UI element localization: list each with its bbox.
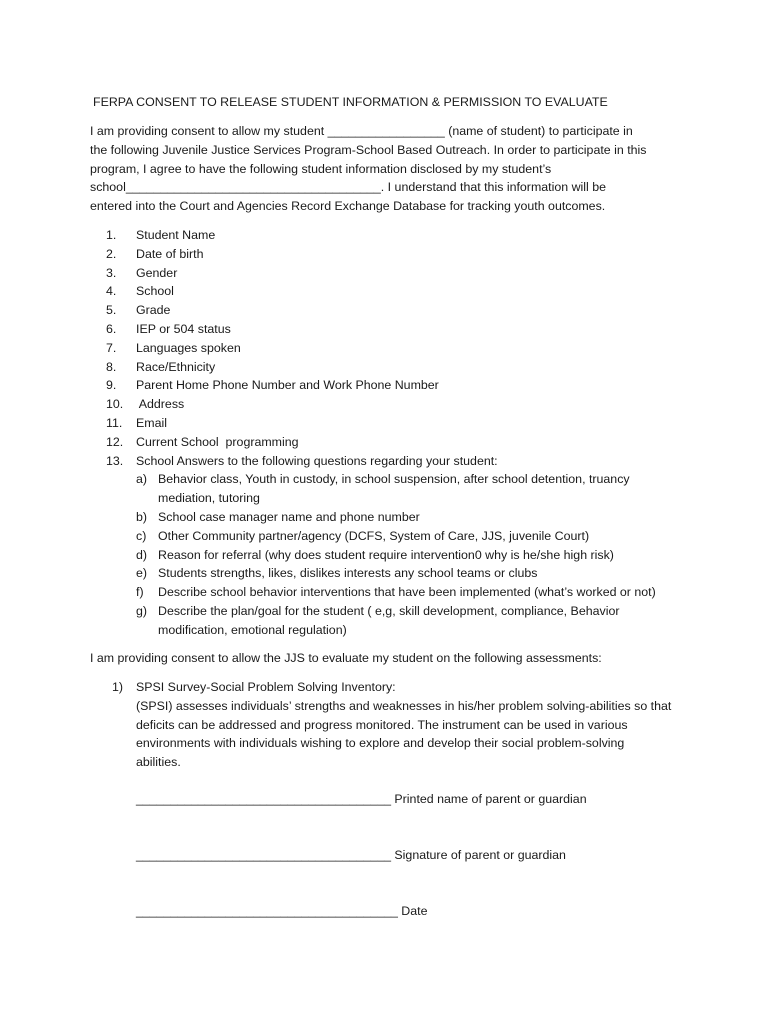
list-item-text: Parent Home Phone Number and Work Phone Number xyxy=(136,378,439,393)
list-item-text: School xyxy=(136,284,174,299)
assessment-line: SPSI Survey-Social Problem Solving Inventory: xyxy=(136,680,396,694)
sub-item-letter: a) xyxy=(136,472,148,487)
list-item xyxy=(90,376,690,395)
sub-item-letter: e) xyxy=(136,566,148,581)
list-item-text: IEP or 504 status xyxy=(136,321,231,336)
list-item-number: 5. xyxy=(106,303,117,318)
sub-item-text: Behavior class, Youth in custody, in school suspension, after school detention, truancy xyxy=(158,472,630,487)
list-item-text: Grade xyxy=(136,303,171,318)
list-item xyxy=(90,433,690,452)
sub-list-item xyxy=(90,527,690,546)
list-item xyxy=(90,339,690,358)
list-item-number: 12. xyxy=(106,434,124,449)
list-item-number: 3. xyxy=(106,265,117,280)
assessment-line: abilities. xyxy=(136,755,181,770)
sub-item-text: Describe the plan/goal for the student ( e,g, skill development, compliance, Behavior xyxy=(158,603,620,618)
list-item-number: 6. xyxy=(106,321,117,336)
assessment-line: environments with individuals wishing to explore and develop their social problem-solving xyxy=(136,736,625,751)
sub-item-text: School case manager name and phone number xyxy=(158,509,420,524)
list-item-number: 13. xyxy=(106,453,124,468)
list-item-number: 8. xyxy=(106,359,117,374)
list-item-number: 11. xyxy=(106,415,123,430)
list-item-text: Race/Ethnicity xyxy=(136,359,216,374)
intro-line: program, I agree to have the following student information disclosed by my student’s xyxy=(90,161,552,176)
assessment-consent-statement: I am providing consent to allow the JJS to evaluate my student on the following assessments: xyxy=(90,651,602,665)
list-item xyxy=(90,414,690,433)
sub-item-text: Students strengths, likes, dislikes interests any school teams or clubs xyxy=(158,566,538,581)
list-item-text: Gender xyxy=(136,265,178,280)
sub-item-letter: c) xyxy=(136,528,147,543)
assessment-line: (SPSI) assesses individuals’ strengths and weaknesses in his/her problem solving-abilities so that xyxy=(136,698,672,713)
list-item-number: 2. xyxy=(106,246,117,261)
list-item-text: Address xyxy=(136,397,185,412)
list-item-number: 7. xyxy=(106,340,117,355)
sub-item-letter: g) xyxy=(136,603,148,618)
list-item xyxy=(90,282,690,301)
intro-line: entered into the Court and Agencies Record Exchange Database for tracking youth outcomes. xyxy=(90,199,606,214)
sub-item-text: modification, emotional regulation) xyxy=(158,622,347,637)
list-item xyxy=(90,320,690,339)
sub-item-text: Other Community partner/agency (DCFS, System of Care, JJS, juvenile Court) xyxy=(158,528,590,543)
sub-item-letter: b) xyxy=(136,509,148,524)
sub-item-text: Reason for referral (why does student require intervention0 why is he/she high risk) xyxy=(158,547,614,562)
assessment-number: 1) xyxy=(112,680,124,694)
sub-list-item xyxy=(90,546,690,565)
list-item xyxy=(90,301,690,320)
intro-paragraph xyxy=(90,122,690,216)
printed-name-field[interactable]: _____________________________________ Printed name of parent or guardian xyxy=(136,792,587,806)
list-item-number: 9. xyxy=(106,378,117,393)
list-item-text: Current School programming xyxy=(136,434,299,449)
list-item xyxy=(90,226,690,245)
list-item-number: 4. xyxy=(106,284,117,299)
information-list xyxy=(90,226,690,640)
sub-item-text: Describe school behavior interventions that have been implemented (what’s worked or not) xyxy=(158,585,656,600)
sub-item-letter: f) xyxy=(136,585,144,600)
list-item xyxy=(90,245,690,264)
list-item xyxy=(90,264,690,283)
document-title: FERPA CONSENT TO RELEASE STUDENT INFORMATION & PERMISSION TO EVALUATE xyxy=(93,95,608,109)
assessment-line: deficits can be addressed and progress monitored. The instrument can be used in various xyxy=(136,717,628,732)
intro-line: I am providing consent to allow my student _________________ (name of student) to participate in xyxy=(90,124,633,138)
list-item-number: 10. xyxy=(106,397,124,412)
sub-list-item xyxy=(90,564,690,583)
list-item-text: School Answers to the following questions regarding your student: xyxy=(136,453,498,468)
signature-field[interactable]: _____________________________________ Signature of parent or guardian xyxy=(136,848,566,862)
list-item-text: Date of birth xyxy=(136,246,204,261)
list-item xyxy=(90,452,690,471)
sub-list-item xyxy=(90,602,690,640)
list-item-number: 1. xyxy=(106,228,117,242)
list-item-text: Student Name xyxy=(136,228,216,242)
list-item xyxy=(90,395,690,414)
list-item-text: Email xyxy=(136,415,167,430)
intro-line: the following Juvenile Justice Services Program-School Based Outreach. In order to participate in this xyxy=(90,142,647,157)
intro-line: school_____________________________________. I understand that this information will be xyxy=(90,180,607,195)
list-item xyxy=(90,358,690,377)
sub-list-item xyxy=(90,470,690,508)
sub-list-item xyxy=(90,508,690,527)
date-field[interactable]: ______________________________________ Date xyxy=(136,904,428,918)
sub-item-letter: d) xyxy=(136,547,148,562)
list-item-text: Languages spoken xyxy=(136,340,241,355)
sub-list-item xyxy=(90,583,690,602)
sub-item-text: mediation, tutoring xyxy=(158,491,260,506)
